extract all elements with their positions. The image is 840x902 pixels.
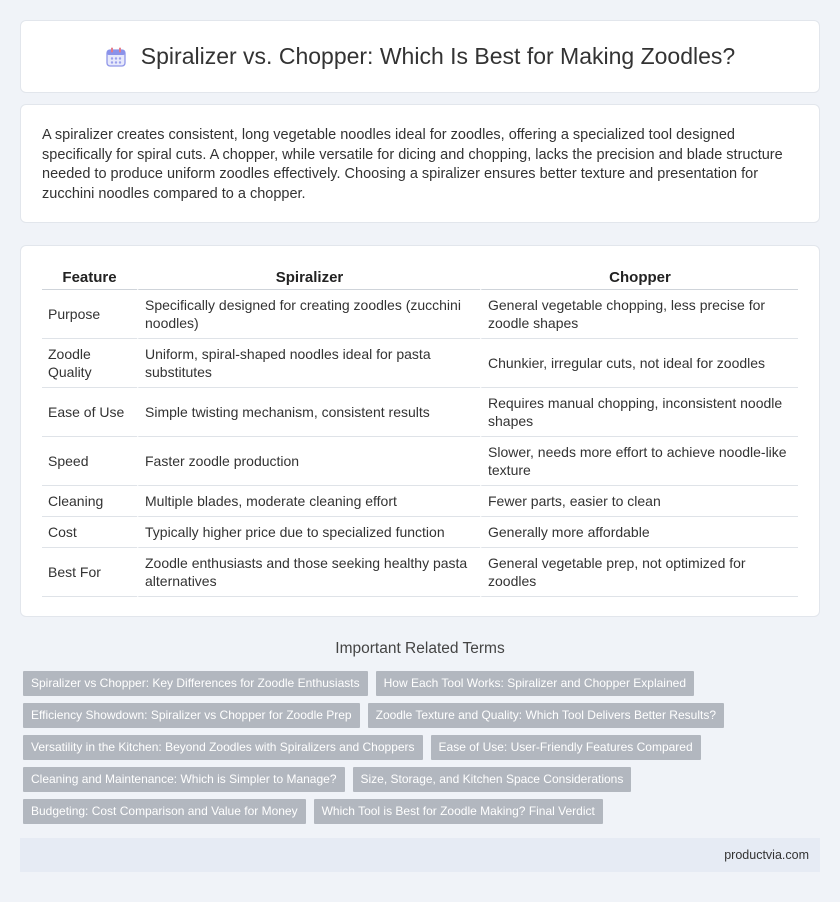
footer-brand[interactable]: productvia.com (724, 848, 809, 862)
table-header-row (42, 265, 798, 290)
spiralizer-cell: Specifically designed for creating zoodles (zucchini noodles) (137, 290, 480, 339)
table-row (42, 388, 798, 437)
related-terms-title: Important Related Terms (335, 640, 505, 657)
chopper-cell: General vegetable chopping, less precise for zoodle shapes (480, 290, 798, 339)
feature-cell: Purpose (42, 290, 137, 339)
comparison-card (20, 245, 820, 617)
spiralizer-cell: Typically higher price due to specialized function (137, 517, 480, 548)
header-spiralizer: Spiralizer (137, 265, 480, 290)
feature-cell: Ease of Use (42, 388, 137, 437)
feature-cell: Cost (42, 517, 137, 548)
calendar-icon (105, 46, 127, 68)
intro-card (20, 104, 820, 223)
table-row (42, 339, 798, 388)
related-tag[interactable]: Versatility in the Kitchen: Beyond Zoodles with Spiralizers and Choppers (23, 735, 423, 760)
feature-cell: Zoodle Quality (42, 339, 137, 388)
related-tag[interactable]: Budgeting: Cost Comparison and Value for Money (23, 799, 306, 824)
header-chopper: Chopper (480, 265, 798, 290)
header-feature: Feature (42, 265, 137, 290)
comparison-table (42, 265, 798, 597)
chopper-cell: Chunkier, irregular cuts, not ideal for zoodles (480, 339, 798, 388)
feature-cell: Best For (42, 548, 137, 597)
related-tag[interactable]: Zoodle Texture and Quality: Which Tool Delivers Better Results? (368, 703, 724, 728)
page-title: Spiralizer vs. Chopper: Which Is Best for Making Zoodles? (140, 43, 736, 69)
chopper-cell: Fewer parts, easier to clean (480, 486, 798, 517)
spiralizer-cell: Simple twisting mechanism, consistent results (137, 388, 480, 437)
spiralizer-cell: Faster zoodle production (137, 437, 480, 486)
feature-cell: Speed (42, 437, 137, 486)
footer (20, 838, 820, 872)
related-tag[interactable]: Efficiency Showdown: Spiralizer vs Chopper for Zoodle Prep (23, 703, 360, 728)
feature-cell: Cleaning (42, 486, 137, 517)
title-card (20, 20, 820, 93)
related-tag[interactable]: Which Tool is Best for Zoodle Making? Final Verdict (314, 799, 603, 824)
spiralizer-cell: Zoodle enthusiasts and those seeking healthy pasta alternatives (137, 548, 480, 597)
spiralizer-cell: Multiple blades, moderate cleaning effort (137, 486, 480, 517)
spiralizer-cell: Uniform, spiral-shaped noodles ideal for pasta substitutes (137, 339, 480, 388)
related-tag[interactable]: Size, Storage, and Kitchen Space Considerations (353, 767, 632, 792)
chopper-cell: Generally more affordable (480, 517, 798, 548)
chopper-cell: Requires manual chopping, inconsistent noodle shapes (480, 388, 798, 437)
table-row (42, 517, 798, 548)
chopper-cell: Slower, needs more effort to achieve noodle-like texture (480, 437, 798, 486)
related-tags (23, 671, 823, 831)
table-row (42, 290, 798, 339)
table-row (42, 486, 798, 517)
related-tag[interactable]: Ease of Use: User-Friendly Features Compared (431, 735, 701, 760)
related-tag[interactable]: Cleaning and Maintenance: Which is Simpler to Manage? (23, 767, 345, 792)
chopper-cell: General vegetable prep, not optimized for zoodles (480, 548, 798, 597)
intro-paragraph: A spiralizer creates consistent, long vegetable noodles ideal for zoodles, offering a specialized tool designed specifically for spiral cuts. A chopper, while versatile for dicing and chopping, lacks the precision and blade structure needed to produce uniform zoodles effectively. Choosing a spiralizer ensures better texture and presentation for zucchini noodles compared to a chopper. (42, 127, 783, 202)
related-tag[interactable]: How Each Tool Works: Spiralizer and Chopper Explained (376, 671, 694, 696)
related-tag[interactable]: Spiralizer vs Chopper: Key Differences for Zoodle Enthusiasts (23, 671, 368, 696)
table-row (42, 548, 798, 597)
table-row (42, 437, 798, 486)
